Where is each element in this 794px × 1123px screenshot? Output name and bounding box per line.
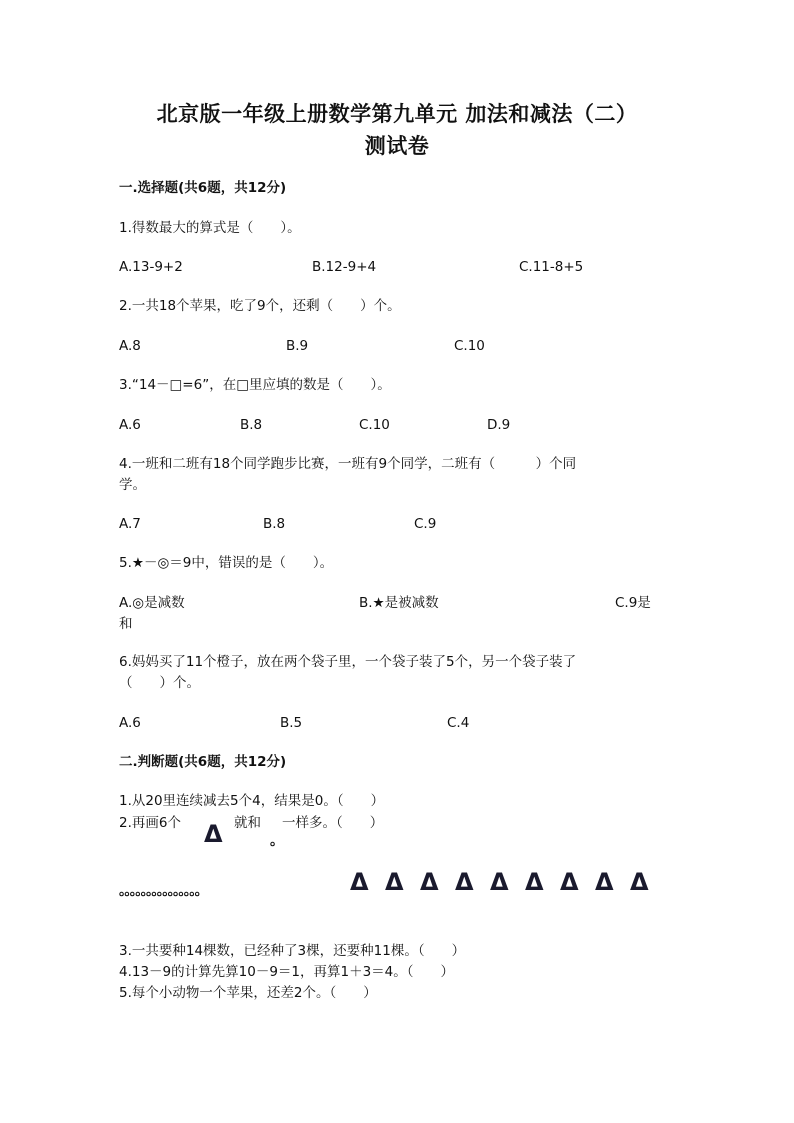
q4-option-b: B.8 <box>263 516 286 532</box>
page-title: 北京版一年级上册数学第九单元 加法和减法（二） <box>156 101 638 126</box>
triangle-icon: Δ <box>630 868 649 896</box>
question-4-line1: 4.一班和二班有18个同学跑步比赛，一班有9个同学，二班有（ ）个同 <box>119 456 577 472</box>
q6-option-c: C.4 <box>447 715 470 731</box>
judge-question-3: 3.一共要种14棵数，已经种了3棵，还要种11棵。（ ） <box>119 943 466 959</box>
triangle-icon: Δ <box>595 868 614 896</box>
q5-option-b: B.★是被减数 <box>359 595 439 611</box>
triangle-icon: Δ <box>490 868 509 896</box>
circle-icon: 。 <box>270 833 284 849</box>
judge-question-2-part3: 一样多。（ ） <box>282 815 384 831</box>
question-2: 2.一共18个苹果，吃了9个，还剩（ ）个。 <box>119 298 401 314</box>
question-6-line1: 6.妈妈买了11个橙子，放在两个袋子里，一个袋子装了5个，另一个袋子装了 <box>119 654 577 670</box>
triangle-icon: Δ <box>560 868 579 896</box>
q3-option-c: C.10 <box>359 417 390 433</box>
q4-option-c: C.9 <box>414 516 437 532</box>
q2-option-a: A.8 <box>119 338 141 354</box>
q6-option-a: A.6 <box>119 715 141 731</box>
q1-option-b: B.12-9+4 <box>312 259 377 275</box>
circle-row: 。。。。。。。。。。。。。。。 <box>119 883 207 899</box>
judge-question-2-part1: 2.再画6个 <box>119 815 181 831</box>
section-heading-judge: 二.判断题(共6题，共12分) <box>119 754 287 770</box>
question-6-line2: （ ）个。 <box>119 675 200 691</box>
q3-option-b: B.8 <box>240 417 263 433</box>
triangle-icon: Δ <box>350 868 369 896</box>
q3-option-d: D.9 <box>487 417 511 433</box>
judge-question-2-part2: 就和 <box>234 815 261 831</box>
judge-question-4: 4.13－9的计算先算10－9＝1，再算1＋3＝4。（ ） <box>119 964 455 980</box>
triangle-icon: Δ <box>525 868 544 896</box>
section-heading-choice: 一.选择题(共6题，共12分) <box>119 180 287 196</box>
q1-option-a: A.13-9+2 <box>119 259 183 275</box>
judge-question-5: 5.每个小动物一个苹果，还差2个。（ ） <box>119 985 377 1001</box>
q5-option-c-wrap: 和 <box>119 616 133 632</box>
judge-question-1: 1.从20里连续减去5个4，结果是0。（ ） <box>119 793 385 809</box>
q5-option-c: C.9是 <box>615 595 651 611</box>
q2-option-c: C.10 <box>454 338 485 354</box>
q4-option-a: A.7 <box>119 516 141 532</box>
triangle-icon: Δ <box>204 820 223 848</box>
q5-option-a: A.◎是减数 <box>119 595 185 611</box>
triangle-icon: Δ <box>385 868 404 896</box>
triangle-icon: Δ <box>455 868 474 896</box>
question-5: 5.★－◎＝9中，错误的是（ ）。 <box>119 555 334 571</box>
question-1: 1.得数最大的算式是（ ）。 <box>119 220 301 236</box>
page-subtitle: 测试卷 <box>364 133 430 158</box>
q1-option-c: C.11-8+5 <box>519 259 584 275</box>
q6-option-b: B.5 <box>280 715 303 731</box>
q2-option-b: B.9 <box>286 338 309 354</box>
question-3: 3.“14－□=6”，在□里应填的数是（ ）。 <box>119 377 391 393</box>
question-4-line2: 学。 <box>119 477 146 493</box>
q3-option-a: A.6 <box>119 417 141 433</box>
triangle-icon: Δ <box>420 868 439 896</box>
